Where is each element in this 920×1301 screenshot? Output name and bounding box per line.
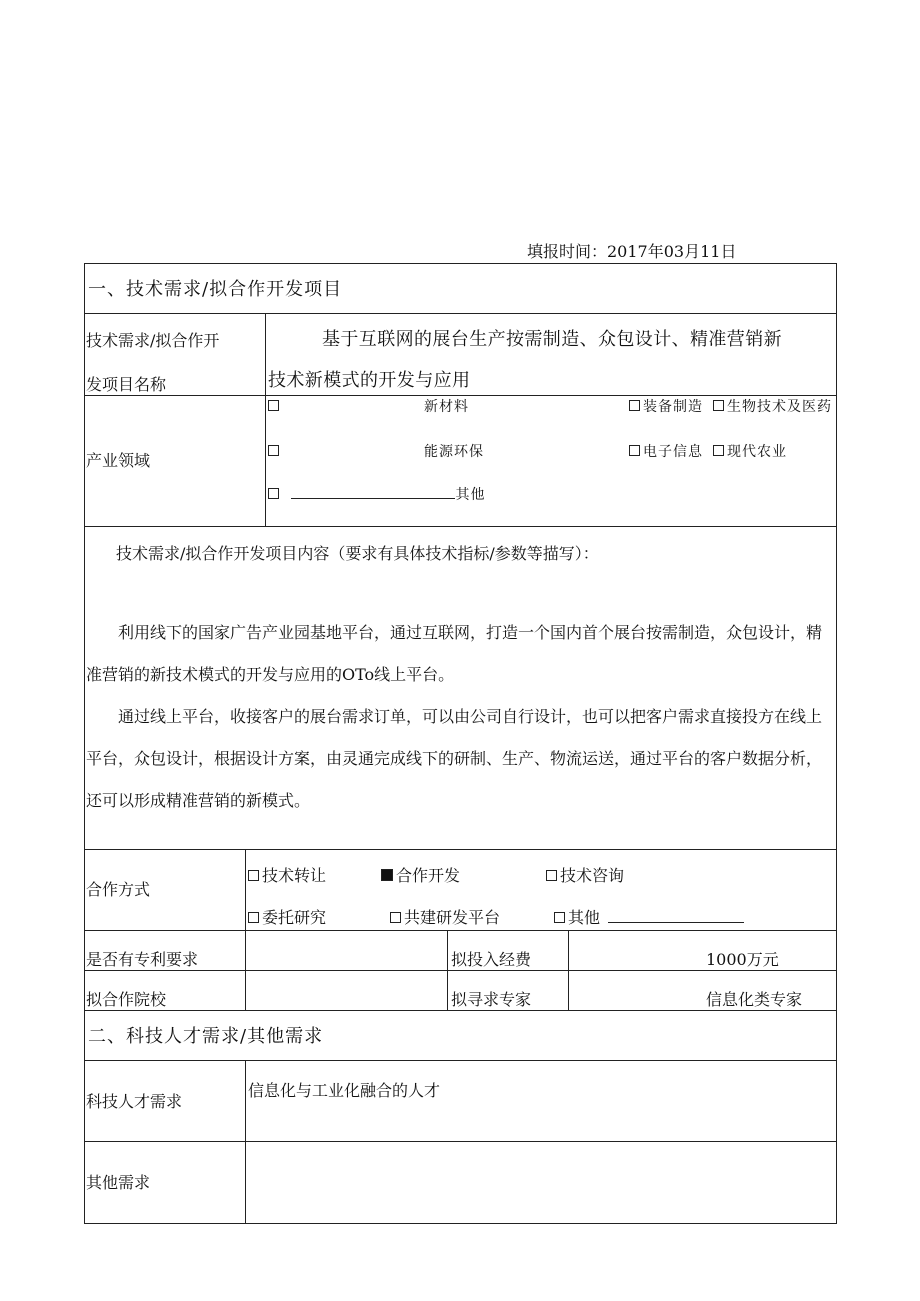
patent-label: 是否有专利要求 (86, 950, 199, 969)
other-needs-label: 其他需求 (86, 1173, 151, 1192)
coop-option-label: 委托研究 (262, 908, 327, 927)
col-divider (265, 313, 266, 526)
industry-option-new-material-label: 新材料 (424, 399, 469, 415)
industry-option-agriculture[interactable] (713, 445, 787, 459)
col-divider (447, 930, 448, 1010)
checkbox-icon[interactable] (713, 445, 724, 456)
content-paragraph-2: 通过线上平台，收接客户的展台需求订单，可以由公司自行设计，也可以把客户需求直接投方在线上平台，众包设计，根据设计方案，由灵通完成线下的研制、生产、物流运送，通过平台的客户数据分析，还可以形成精准营销的新模式。 (86, 707, 823, 810)
col-divider (245, 1060, 246, 1224)
coop-option-commissioned-research[interactable] (248, 910, 326, 926)
coop-option-label: 合作开发 (396, 866, 461, 885)
checkbox-icon[interactable] (248, 870, 259, 881)
content-paragraph-1: 利用线下的国家广告产业园基地平台，通过互联网，打造一个国内首个展台按需制造，众包设计，精准营销的新技术模式的开发与应用的OTo线上平台。 (86, 623, 823, 684)
coop-option-label: 技术转让 (262, 866, 327, 885)
checkbox-icon[interactable] (629, 400, 640, 411)
row-divider (84, 313, 837, 314)
industry-option-label: 装备制造 (643, 399, 703, 415)
coop-option-other[interactable] (554, 910, 744, 926)
section2-title: 二、科技人才需求/其他需求 (88, 1026, 324, 1047)
row-divider (84, 849, 837, 850)
row-divider (84, 930, 837, 931)
industry-option-equipment[interactable] (629, 400, 703, 414)
checkbox-icon[interactable] (554, 912, 565, 923)
checkbox-icon[interactable] (546, 870, 557, 881)
industry-option-new-material[interactable] (268, 400, 282, 414)
checkbox-icon[interactable] (629, 445, 640, 456)
industry-option-label: 生物技术及医药 (727, 399, 832, 415)
project-name-label-line2: 发项目名称 (86, 375, 167, 394)
talent-label: 科技人才需求 (86, 1092, 183, 1111)
row-divider (84, 1141, 837, 1142)
row-divider (84, 970, 837, 971)
checkbox-icon[interactable] (268, 445, 279, 456)
content-heading: 技术需求/拟合作开发项目内容（要求有具体技术指标/参数等描写）： (116, 544, 599, 563)
industry-option-energy[interactable] (268, 445, 282, 459)
coop-other-blank-field[interactable] (608, 922, 744, 923)
row-divider (84, 395, 837, 396)
coop-option-transfer[interactable] (248, 868, 326, 884)
industry-option-label: 电子信息 (643, 444, 703, 460)
coop-option-label: 共建研发平台 (404, 908, 501, 927)
project-name-value-line1: 基于互联网的展台生产按需制造、众包设计、精准营销新 (322, 329, 782, 350)
funding-label: 拟投入经费 (451, 950, 532, 969)
checkbox-icon[interactable] (713, 400, 724, 411)
industry-option-biotech[interactable] (713, 400, 832, 414)
coop-option-joint-development[interactable] (381, 868, 460, 884)
industry-option-other[interactable] (268, 488, 485, 502)
checkbox-icon[interactable] (248, 912, 259, 923)
row-divider (84, 1010, 837, 1011)
col-divider (568, 930, 569, 1010)
checkbox-icon[interactable] (268, 488, 279, 499)
industry-option-electronics[interactable] (629, 445, 703, 459)
checkbox-checked-icon[interactable] (381, 869, 393, 881)
row-divider (84, 526, 837, 527)
coop-option-joint-platform[interactable] (390, 910, 500, 926)
project-name-label-line1: 技术需求/拟合作开 (86, 331, 220, 350)
project-name-value-line2: 技术新模式的开发与应用 (268, 370, 471, 391)
row-divider (84, 1060, 837, 1061)
checkbox-icon[interactable] (390, 912, 401, 923)
fill-time: 填报时间：2017年03月11日 (527, 242, 737, 261)
industry-option-energy-label: 能源环保 (424, 444, 484, 460)
talent-value[interactable]: 信息化与工业化融合的人才 (248, 1081, 441, 1100)
institution-label: 拟合作院校 (86, 990, 167, 1009)
col-divider (245, 849, 246, 1010)
expert-value[interactable]: 信息化类专家 (706, 990, 803, 1009)
industry-label: 产业领域 (86, 451, 151, 470)
industry-option-label: 现代农业 (727, 444, 787, 460)
coop-option-label: 其他 (568, 908, 601, 927)
industry-option-label: 其他 (455, 487, 486, 503)
checkbox-icon[interactable] (268, 400, 279, 411)
other-blank-field[interactable] (291, 498, 455, 499)
section1-title: 一、技术需求/拟合作开发项目 (88, 279, 343, 300)
cooperation-label: 合作方式 (86, 880, 151, 899)
expert-label: 拟寻求专家 (451, 990, 532, 1009)
funding-value[interactable]: 1000万元 (706, 950, 779, 969)
coop-option-consulting[interactable] (546, 868, 624, 884)
coop-option-label: 技术咨询 (560, 866, 625, 885)
